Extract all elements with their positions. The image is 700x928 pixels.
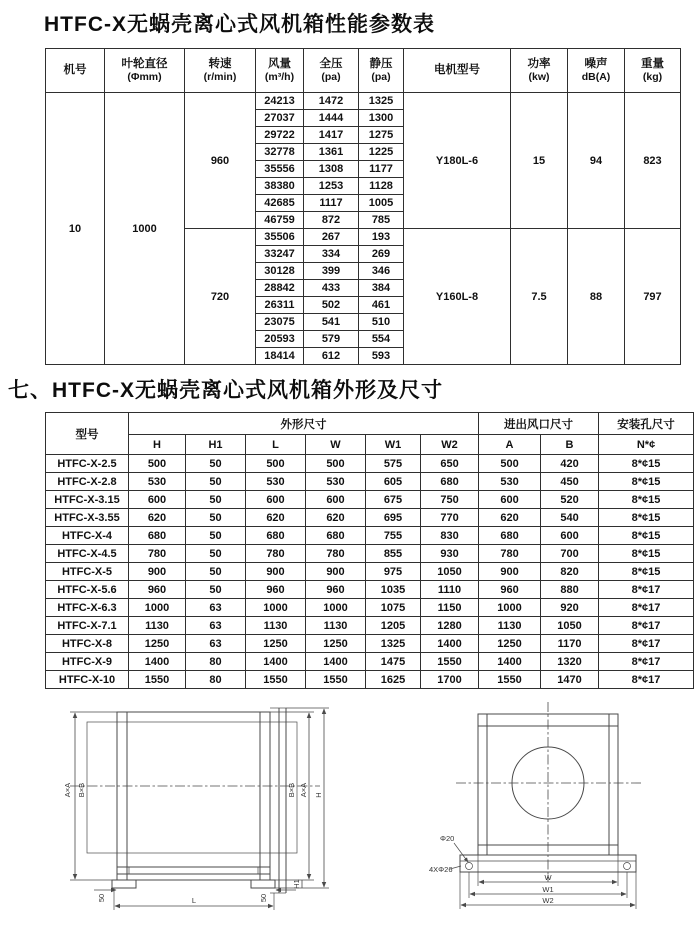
dimension-cell: 600 bbox=[541, 527, 599, 545]
dimension-row bbox=[46, 653, 694, 671]
dimension-cell: 1550 bbox=[306, 671, 366, 689]
dim-50-left-label: 50 bbox=[97, 893, 106, 903]
dimension-group-header-row bbox=[46, 413, 694, 435]
dimension-cell: 500 bbox=[479, 455, 541, 473]
dimension-cell: 8*¢15 bbox=[599, 455, 694, 473]
dim-w-label: W bbox=[544, 873, 552, 882]
dimension-cell: 1250 bbox=[246, 635, 306, 653]
dimension-cell: 680 bbox=[129, 527, 186, 545]
dim-h1-label: H1 bbox=[292, 879, 301, 889]
dimension-cell: 1550 bbox=[246, 671, 306, 689]
air-volume-cell: 24213 bbox=[256, 93, 304, 110]
model-cell: HTFC-X-6.3 bbox=[46, 599, 129, 617]
static-pressure-cell: 593 bbox=[359, 348, 404, 365]
dimension-cell: 600 bbox=[246, 491, 306, 509]
dimension-cell: 620 bbox=[246, 509, 306, 527]
dimension-cell: 780 bbox=[479, 545, 541, 563]
impeller-diameter-cell: 1000 bbox=[105, 93, 185, 365]
dimension-cell: 900 bbox=[129, 563, 186, 581]
dimension-cell: 8*¢15 bbox=[599, 473, 694, 491]
dimension-table-body bbox=[46, 455, 694, 689]
total-pressure-cell: 267 bbox=[304, 229, 359, 246]
dimension-cell: 680 bbox=[421, 473, 479, 491]
static-pressure-cell: 1275 bbox=[359, 127, 404, 144]
model-cell: HTFC-X-8 bbox=[46, 635, 129, 653]
dimension-cell: 1475 bbox=[366, 653, 421, 671]
total-pressure-cell: 541 bbox=[304, 314, 359, 331]
dimension-cell: 530 bbox=[246, 473, 306, 491]
air-volume-cell: 20593 bbox=[256, 331, 304, 348]
performance-table bbox=[45, 48, 681, 365]
box-outline bbox=[117, 712, 270, 880]
dimension-cell: 1130 bbox=[129, 617, 186, 635]
air-volume-cell: 35506 bbox=[256, 229, 304, 246]
header-H1: H1 bbox=[186, 435, 246, 455]
dim-50-right-label: 50 bbox=[259, 893, 268, 903]
static-pressure-cell: 510 bbox=[359, 314, 404, 331]
dimension-cell: 1250 bbox=[129, 635, 186, 653]
dimension-cell: 620 bbox=[129, 509, 186, 527]
left-foot bbox=[112, 880, 136, 888]
dimension-cell: 680 bbox=[479, 527, 541, 545]
air-volume-cell: 29722 bbox=[256, 127, 304, 144]
dimension-cell: 1000 bbox=[306, 599, 366, 617]
header-W2: W2 bbox=[421, 435, 479, 455]
static-pressure-cell: 193 bbox=[359, 229, 404, 246]
dimension-cell: 780 bbox=[129, 545, 186, 563]
dimension-cell: 8*¢15 bbox=[599, 545, 694, 563]
dimension-cell: 780 bbox=[306, 545, 366, 563]
air-volume-cell: 18414 bbox=[256, 348, 304, 365]
dimension-cell: 8*¢17 bbox=[599, 635, 694, 653]
header-speed: 转速 (r/min) bbox=[185, 49, 256, 93]
dim-w1-label: W1 bbox=[542, 885, 554, 894]
dimension-cell: 900 bbox=[246, 563, 306, 581]
static-pressure-cell: 1177 bbox=[359, 161, 404, 178]
fan-no-cell: 10 bbox=[46, 93, 105, 365]
dimension-cell: 1550 bbox=[479, 671, 541, 689]
dimension-cell: 1000 bbox=[479, 599, 541, 617]
header-weight: 重量 (kg) bbox=[625, 49, 681, 93]
static-pressure-cell: 1300 bbox=[359, 110, 404, 127]
header-B: B bbox=[541, 435, 599, 455]
fan-box-front-view-drawing bbox=[428, 690, 693, 928]
static-pressure-cell: 384 bbox=[359, 280, 404, 297]
motor-model-cell: Y160L-8 bbox=[404, 229, 511, 365]
speed-cell: 960 bbox=[185, 93, 256, 229]
mount-holes-label: 4XΦ26 bbox=[429, 865, 453, 874]
dimension-cell: 1130 bbox=[306, 617, 366, 635]
total-pressure-cell: 1117 bbox=[304, 195, 359, 212]
dimension-cell: 50 bbox=[186, 473, 246, 491]
dimension-cell: 600 bbox=[479, 491, 541, 509]
dim-b-left-label: B×B bbox=[77, 782, 86, 798]
dimension-row bbox=[46, 545, 694, 563]
dimension-cell: 600 bbox=[129, 491, 186, 509]
dimension-cell: 1400 bbox=[479, 653, 541, 671]
dimension-cell: 8*¢15 bbox=[599, 527, 694, 545]
dimension-cell: 680 bbox=[306, 527, 366, 545]
dimension-cell: 900 bbox=[479, 563, 541, 581]
dimension-cell: 530 bbox=[129, 473, 186, 491]
total-pressure-cell: 399 bbox=[304, 263, 359, 280]
model-cell: HTFC-X-4.5 bbox=[46, 545, 129, 563]
dimension-cell: 880 bbox=[541, 581, 599, 599]
dimension-cell: 1325 bbox=[366, 635, 421, 653]
dimension-cell: 500 bbox=[306, 455, 366, 473]
dimension-cell: 960 bbox=[129, 581, 186, 599]
static-pressure-cell: 461 bbox=[359, 297, 404, 314]
air-volume-cell: 46759 bbox=[256, 212, 304, 229]
dimension-cell: 8*¢17 bbox=[599, 599, 694, 617]
opening-outline bbox=[87, 722, 297, 853]
header-power: 功率 (kw) bbox=[511, 49, 568, 93]
dimension-cell: 50 bbox=[186, 491, 246, 509]
dimension-row bbox=[46, 527, 694, 545]
dimension-cell: 420 bbox=[541, 455, 599, 473]
dimension-cell: 1075 bbox=[366, 599, 421, 617]
dimension-cell: 1320 bbox=[541, 653, 599, 671]
dimension-cell: 50 bbox=[186, 527, 246, 545]
dimension-cell: 605 bbox=[366, 473, 421, 491]
dimension-cell: 960 bbox=[246, 581, 306, 599]
total-pressure-cell: 612 bbox=[304, 348, 359, 365]
fan-box-side-view-drawing bbox=[52, 690, 362, 928]
dimension-cell: 1110 bbox=[421, 581, 479, 599]
dimension-cell: 1470 bbox=[541, 671, 599, 689]
dimension-cell: 50 bbox=[186, 545, 246, 563]
dimension-cell: 1130 bbox=[246, 617, 306, 635]
dimension-row bbox=[46, 581, 694, 599]
static-pressure-cell: 269 bbox=[359, 246, 404, 263]
dimension-cell: 1050 bbox=[541, 617, 599, 635]
dimension-cell: 960 bbox=[479, 581, 541, 599]
static-pressure-cell: 554 bbox=[359, 331, 404, 348]
dimension-cell: 1250 bbox=[306, 635, 366, 653]
model-cell: HTFC-X-5 bbox=[46, 563, 129, 581]
dimension-row bbox=[46, 671, 694, 689]
header-H: H bbox=[129, 435, 186, 455]
dimension-cell: 1400 bbox=[306, 653, 366, 671]
dimension-cell: 8*¢17 bbox=[599, 653, 694, 671]
motor-model-cell: Y180L-6 bbox=[404, 93, 511, 229]
air-volume-cell: 26311 bbox=[256, 297, 304, 314]
header-mounting-hole-size: 安装孔尺寸 bbox=[599, 413, 694, 435]
total-pressure-cell: 1417 bbox=[304, 127, 359, 144]
dimension-cell: 695 bbox=[366, 509, 421, 527]
dimension-cell: 500 bbox=[246, 455, 306, 473]
dimension-cell: 1280 bbox=[421, 617, 479, 635]
dimension-cell: 1000 bbox=[129, 599, 186, 617]
total-pressure-cell: 872 bbox=[304, 212, 359, 229]
noise-cell: 88 bbox=[568, 229, 625, 365]
dimension-cell: 1130 bbox=[479, 617, 541, 635]
header-A: A bbox=[479, 435, 541, 455]
air-volume-cell: 35556 bbox=[256, 161, 304, 178]
dimension-cell: 8*¢17 bbox=[599, 581, 694, 599]
model-cell: HTFC-X-3.15 bbox=[46, 491, 129, 509]
dimension-cell: 650 bbox=[421, 455, 479, 473]
dimension-cell: 1150 bbox=[421, 599, 479, 617]
dimension-cell: 8*¢15 bbox=[599, 491, 694, 509]
air-volume-cell: 28842 bbox=[256, 280, 304, 297]
air-volume-cell: 30128 bbox=[256, 263, 304, 280]
header-N-phi: N*¢ bbox=[599, 435, 694, 455]
header-impeller-diameter: 叶轮直径 (Φmm) bbox=[105, 49, 185, 93]
dimension-cell: 63 bbox=[186, 599, 246, 617]
total-pressure-cell: 1308 bbox=[304, 161, 359, 178]
dimension-row bbox=[46, 455, 694, 473]
dimension-cell: 1170 bbox=[541, 635, 599, 653]
dimension-cell: 755 bbox=[366, 527, 421, 545]
dimension-cell: 1000 bbox=[246, 599, 306, 617]
dimension-cell: 80 bbox=[186, 671, 246, 689]
mount-hole-left bbox=[466, 863, 473, 870]
static-pressure-cell: 785 bbox=[359, 212, 404, 229]
dim-l-label: L bbox=[191, 896, 197, 905]
dimension-row bbox=[46, 509, 694, 527]
header-fan-no: 机号 bbox=[46, 49, 105, 93]
model-cell: HTFC-X-3.55 bbox=[46, 509, 129, 527]
model-cell: HTFC-X-9 bbox=[46, 653, 129, 671]
dimension-cell: 855 bbox=[366, 545, 421, 563]
dimension-row bbox=[46, 491, 694, 509]
weight-cell: 797 bbox=[625, 229, 681, 365]
speed-cell: 720 bbox=[185, 229, 256, 365]
dim-w2-label: W2 bbox=[542, 896, 554, 905]
total-pressure-cell: 433 bbox=[304, 280, 359, 297]
total-pressure-cell: 579 bbox=[304, 331, 359, 348]
dimension-cell: 960 bbox=[306, 581, 366, 599]
power-cell: 15 bbox=[511, 93, 568, 229]
total-pressure-cell: 1361 bbox=[304, 144, 359, 161]
dimension-cell: 63 bbox=[186, 635, 246, 653]
header-model: 型号 bbox=[46, 413, 129, 455]
dimension-cell: 1550 bbox=[129, 671, 186, 689]
static-pressure-cell: 1325 bbox=[359, 93, 404, 110]
header-air-volume: 风量 (m³/h) bbox=[256, 49, 304, 93]
model-cell: HTFC-X-7.1 bbox=[46, 617, 129, 635]
header-inlet-outlet-size: 进出风口尺寸 bbox=[479, 413, 599, 435]
header-noise: 噪声 dB(A) bbox=[568, 49, 625, 93]
performance-table-head bbox=[46, 49, 681, 93]
dimension-cell: 700 bbox=[541, 545, 599, 563]
model-cell: HTFC-X-2.5 bbox=[46, 455, 129, 473]
model-cell: HTFC-X-10 bbox=[46, 671, 129, 689]
performance-row bbox=[46, 93, 681, 110]
dimension-cell: 1400 bbox=[421, 635, 479, 653]
dimension-cell: 450 bbox=[541, 473, 599, 491]
dim-b-right-label: B×B bbox=[287, 782, 296, 798]
header-W1: W1 bbox=[366, 435, 421, 455]
header-static-pressure: 静压 (pa) bbox=[359, 49, 404, 93]
static-pressure-cell: 1225 bbox=[359, 144, 404, 161]
dimension-cell: 780 bbox=[246, 545, 306, 563]
dimension-cell: 675 bbox=[366, 491, 421, 509]
header-overall-size: 外形尺寸 bbox=[129, 413, 479, 435]
dimension-cell: 620 bbox=[306, 509, 366, 527]
performance-table-title: HTFC-X无蜗壳离心式风机箱性能参数表 bbox=[44, 13, 435, 36]
dim-a-right-label: A×A bbox=[299, 782, 308, 798]
model-cell: HTFC-X-2.8 bbox=[46, 473, 129, 491]
mount-hole-right bbox=[624, 863, 631, 870]
dimension-cell: 8*¢17 bbox=[599, 671, 694, 689]
dimension-row bbox=[46, 473, 694, 491]
dimension-cell: 830 bbox=[421, 527, 479, 545]
dimension-cell: 50 bbox=[186, 509, 246, 527]
air-volume-cell: 27037 bbox=[256, 110, 304, 127]
dimension-cell: 575 bbox=[366, 455, 421, 473]
total-pressure-cell: 1472 bbox=[304, 93, 359, 110]
dimension-cell: 600 bbox=[306, 491, 366, 509]
static-pressure-cell: 1005 bbox=[359, 195, 404, 212]
header-W: W bbox=[306, 435, 366, 455]
dimension-cell: 530 bbox=[479, 473, 541, 491]
air-volume-cell: 33247 bbox=[256, 246, 304, 263]
header-L: L bbox=[246, 435, 306, 455]
weight-cell: 823 bbox=[625, 93, 681, 229]
dimension-row bbox=[46, 617, 694, 635]
dimension-cell: 620 bbox=[479, 509, 541, 527]
dimension-table bbox=[45, 412, 694, 689]
dimension-cell: 8*¢15 bbox=[599, 563, 694, 581]
dimension-cell: 8*¢17 bbox=[599, 617, 694, 635]
dimension-sub-header-row bbox=[46, 435, 694, 455]
air-volume-cell: 42685 bbox=[256, 195, 304, 212]
dimension-cell: 1550 bbox=[421, 653, 479, 671]
model-cell: HTFC-X-4 bbox=[46, 527, 129, 545]
dimension-cell: 50 bbox=[186, 455, 246, 473]
power-cell: 7.5 bbox=[511, 229, 568, 365]
total-pressure-cell: 1253 bbox=[304, 178, 359, 195]
dimension-cell: 520 bbox=[541, 491, 599, 509]
total-pressure-cell: 334 bbox=[304, 246, 359, 263]
dimension-cell: 1205 bbox=[366, 617, 421, 635]
static-pressure-cell: 1128 bbox=[359, 178, 404, 195]
dimension-cell: 50 bbox=[186, 581, 246, 599]
air-volume-cell: 38380 bbox=[256, 178, 304, 195]
dimension-cell: 1625 bbox=[366, 671, 421, 689]
air-volume-cell: 23075 bbox=[256, 314, 304, 331]
dimension-row bbox=[46, 599, 694, 617]
dimension-cell: 930 bbox=[421, 545, 479, 563]
model-cell: HTFC-X-5.6 bbox=[46, 581, 129, 599]
total-pressure-cell: 1444 bbox=[304, 110, 359, 127]
dimension-cell: 1035 bbox=[366, 581, 421, 599]
dimension-cell: 540 bbox=[541, 509, 599, 527]
total-pressure-cell: 502 bbox=[304, 297, 359, 314]
dimension-cell: 80 bbox=[186, 653, 246, 671]
dimension-cell: 1050 bbox=[421, 563, 479, 581]
header-motor-model: 电机型号 bbox=[404, 49, 511, 93]
dimension-cell: 1400 bbox=[129, 653, 186, 671]
hole-dia-label: Φ20 bbox=[440, 834, 455, 843]
performance-table-body bbox=[46, 93, 681, 365]
right-foot bbox=[251, 880, 275, 888]
performance-header-row bbox=[46, 49, 681, 93]
dim-a-left-label: A×A bbox=[63, 782, 72, 798]
dimension-cell: 900 bbox=[306, 563, 366, 581]
dimension-cell: 770 bbox=[421, 509, 479, 527]
dimension-cell: 920 bbox=[541, 599, 599, 617]
noise-cell: 94 bbox=[568, 93, 625, 229]
dimension-row bbox=[46, 635, 694, 653]
dimension-table-title: 七、HTFC-X无蜗壳离心式风机箱外形及尺寸 bbox=[8, 379, 443, 402]
dimension-cell: 50 bbox=[186, 563, 246, 581]
dimension-cell: 1250 bbox=[479, 635, 541, 653]
dimension-table-head bbox=[46, 413, 694, 455]
dimension-cell: 530 bbox=[306, 473, 366, 491]
dimension-cell: 975 bbox=[366, 563, 421, 581]
header-total-pressure: 全压 (pa) bbox=[304, 49, 359, 93]
dimension-cell: 8*¢15 bbox=[599, 509, 694, 527]
dimension-cell: 500 bbox=[129, 455, 186, 473]
dimension-cell: 63 bbox=[186, 617, 246, 635]
dimension-cell: 750 bbox=[421, 491, 479, 509]
dimension-row bbox=[46, 563, 694, 581]
dim-h-label: H bbox=[314, 792, 323, 798]
static-pressure-cell: 346 bbox=[359, 263, 404, 280]
air-volume-cell: 32778 bbox=[256, 144, 304, 161]
dimension-cell: 820 bbox=[541, 563, 599, 581]
dimension-cell: 1400 bbox=[246, 653, 306, 671]
dimension-cell: 680 bbox=[246, 527, 306, 545]
dimension-cell: 1700 bbox=[421, 671, 479, 689]
